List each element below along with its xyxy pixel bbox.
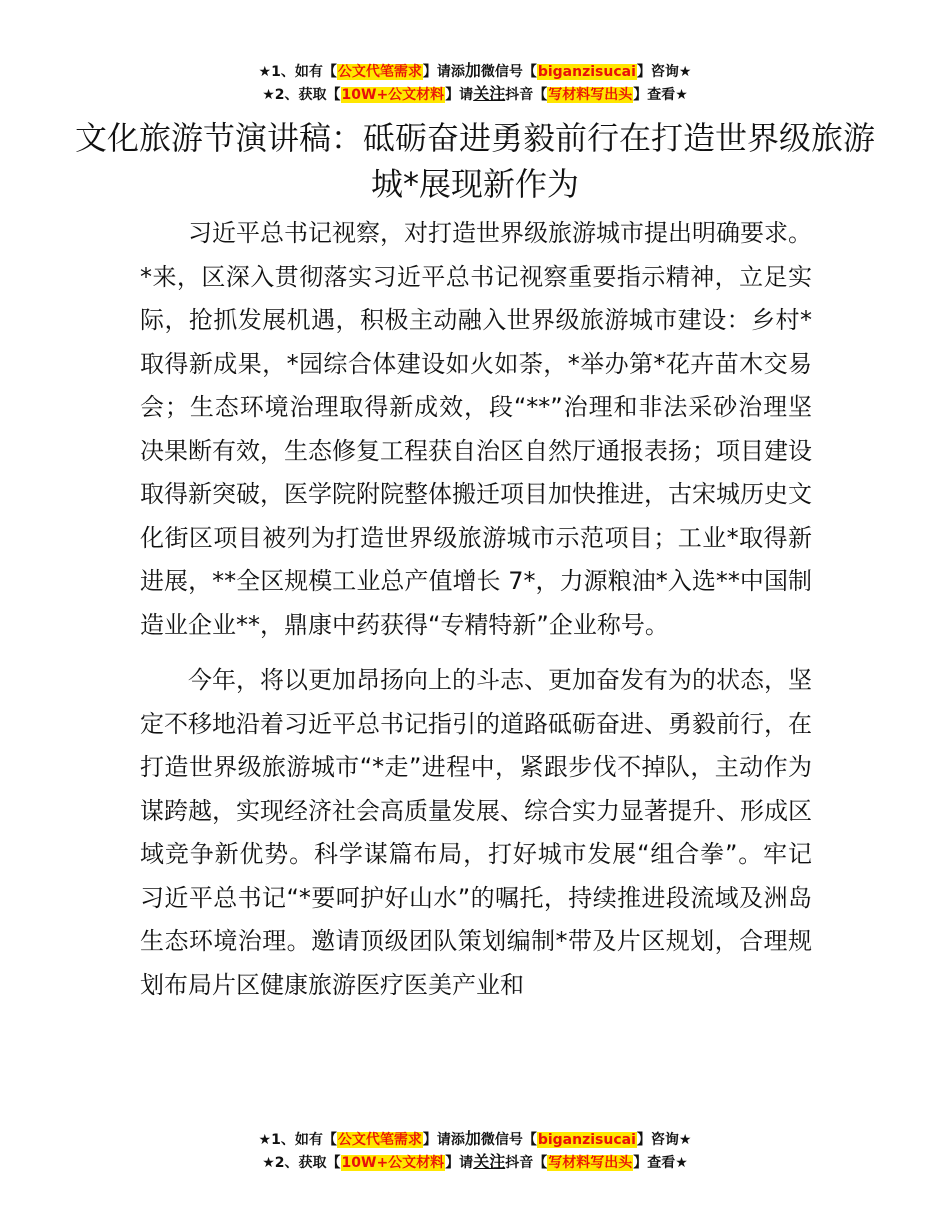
- paragraph: 今年，将以更加昂扬向上的斗志、更加奋发有为的状态，坚定不移地沿着习近平总书记指引的道路砥砺奋进、勇毅前行，在打造世界级旅游城市“*走”进程中，紧跟步伐不掉队，主动作为谋跨越，实现经济社会高质量发展、综合实力显著提升、形成区域竞争新优势。科学谋篇布局，打好城市发展“组合拳”。牢记习近平总书记“*要呵护好山水”的嘱托，持续推进段流域及洲岛生态环境治理。邀请顶级团队策划编制*带及片区规划，合理规划布局片区健康旅游医疗医美产业和: [140, 666, 812, 999]
- wechat-id-highlight: biganzisucai: [537, 64, 636, 80]
- banner-line-1: ★1、如有【公文代笔需求】请添加微信号【biganzisucai】咨询★: [258, 1129, 692, 1148]
- paragraph: 习近平总书记视察，对打造世界级旅游城市提出明确要求。*来，区深入贯彻落实习近平总书记视察重要指示精神，立足实际，抢抓发展机遇，积极主动融入世界级旅游城市建设：乡村*取得新成果，*园综合体建设如火如荼，*举办第*花卉苗木交易会；生态环境治理取得新成效，段“**”治理和非法采砂治理坚决果断有效，生态修复工程获自治区自然厅通报表扬；项目建设取得新突破，医学院附院整体搬迁项目加快推进，古宋城历史文化街区项目被列为打造世界级旅游城市示范项目；工业*取得新进展，**全区规模工业总产值增长 7*，力源粮油*入选**中国制造业企业**，鼎康中药获得“专精特新”企业称号。: [140, 219, 812, 639]
- ghostwriting-highlight: 公文代笔需求: [337, 1132, 422, 1148]
- materials-highlight: 10W+公文材料: [341, 1155, 445, 1171]
- header-banner: [0, 60, 950, 106]
- douyin-highlight: 写材料写出头: [548, 87, 633, 103]
- banner-line-2: ★2、获取【10W+公文材料】请关注抖音【写材料写出头】查看★: [262, 84, 688, 103]
- banner-line-2: ★2、获取【10W+公文材料】请关注抖音【写材料写出头】查看★: [262, 1152, 688, 1171]
- ghostwriting-highlight: 公文代笔需求: [337, 64, 422, 80]
- document-body: [140, 212, 812, 1007]
- douyin-highlight: 写材料写出头: [548, 1155, 633, 1171]
- materials-highlight: 10W+公文材料: [341, 87, 445, 103]
- document-title: 文化旅游节演讲稿：砥砺奋进勇毅前行在打造世界级旅游城*展现新作为: [74, 119, 875, 203]
- banner-line-1: ★1、如有【公文代笔需求】请添加微信号【biganzisucai】咨询★: [258, 61, 692, 80]
- footer-banner: [0, 1128, 950, 1174]
- wechat-id-highlight: biganzisucai: [537, 1132, 636, 1148]
